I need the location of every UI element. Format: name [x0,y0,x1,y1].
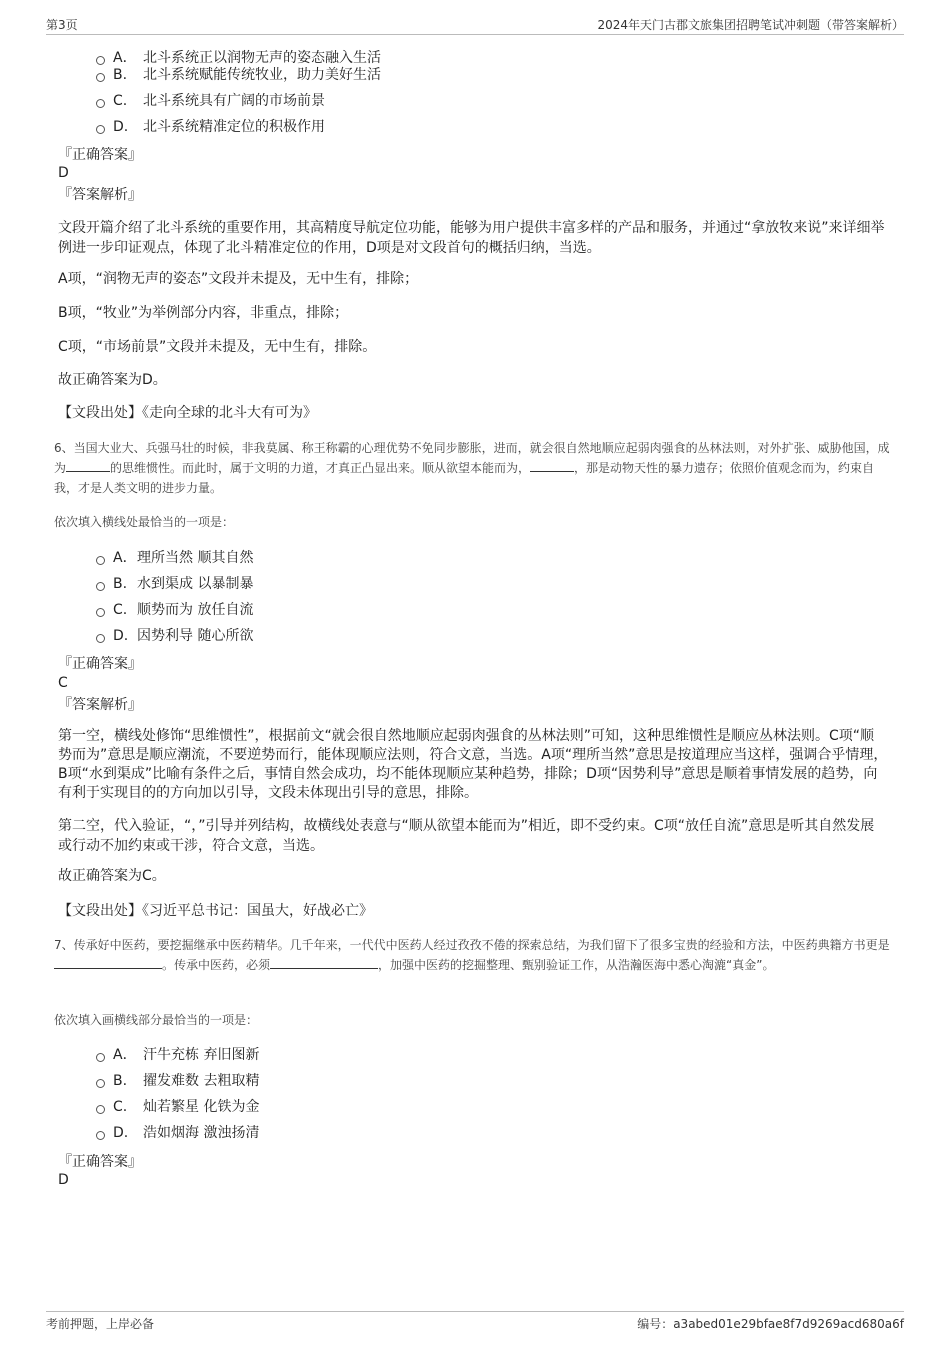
q6-analysis-1: 第一空，横线处修饰“思维惯性”，根据前文“就会很自然地顺应起弱肉强食的丛林法则”可知，这种思维惯性是顺应丛林法则。C项“顺势而为”意思是顺应潮流，不要逆势而行，能体现顺应法则，符合文意，当选。A项“理所当然”意思是按道理应当这样，强调合乎情理，B项“水到渠成”比喻有条件之后，事情自然会成功，均不能体现顺应某种趋势，排除；D项“因势利导”意思是顺着事情发展的趋势，向有利于实现目的的方向加以引导，文段未体现出引导的意思，排除。 [58,728,888,801]
q7-answer: D [58,1172,69,1188]
q5-answer: D [58,165,69,181]
q6-analysis-label: 『答案解析』 [58,697,142,713]
q5-option-c[interactable]: C. 北斗系统具有广阔的市场前景 [96,92,325,110]
blank-line [270,956,378,969]
q5-analysis-1: 文段开篇介绍了北斗系统的重要作用，其高精度导航定位功能，能够为用户提供丰富多样的产品和服务，并通过“拿放牧来说”来详细举例进一步印证观点，体现了北斗精准定位的作用，D项是对文段首句的概括归纳，当选。 [58,220,885,256]
q5-analysis-5: 故正确答案为D。 [58,372,167,388]
radio-icon[interactable] [96,56,105,65]
q5-option-a[interactable]: A． 北斗系统正以润物无声的姿态融入生活 [96,49,381,67]
q5-analysis-2: A项，“润物无声的姿态”文段并未提及，无中生有，排除； [58,271,419,287]
radio-icon[interactable] [96,634,105,643]
q5-option-d[interactable]: D. 北斗系统精准定位的积极作用 [96,118,325,136]
q7-option-b[interactable]: B. 擢发难数 去粗取精 [96,1072,259,1090]
page-header [46,14,904,35]
radio-icon[interactable] [96,1053,105,1062]
page-number: 第3页 [46,18,78,32]
radio-icon[interactable] [96,73,105,82]
q7-option-c[interactable]: C. 灿若繁星 化铁为金 [96,1098,259,1116]
radio-icon[interactable] [96,1079,105,1088]
q5-analysis-3: B项，“牧业”为举例部分内容，非重点，排除； [58,305,349,321]
blank-line [530,459,574,472]
q6-answer-label: 『正确答案』 [58,656,142,672]
radio-icon[interactable] [96,582,105,591]
q5-analysis-4: C项，“市场前景”文段并未提及，无中生有，排除。 [58,339,377,355]
footer-slogan: 考前押题，上岸必备 [46,1317,155,1331]
q7-stem: 7、传承好中医药，要挖掘继承中医药精华。几千年来，一代代中医药人经过孜孜不倦的探索总结，为我们留下了很多宝贵的经验和方法，中医药典籍方书更是。传承中医药，必须 ，加强中医药的挖掘整理、甄别验证工作，从浩瀚医海中悉心淘漉“真金”。 [54,938,890,972]
blank-line [54,956,162,969]
q7-prompt: 依次填入画横线部分最恰当的一项是： [54,1013,259,1027]
document-id: 编号：a3abed01e29bfae8f7d9269acd680a6f [637,1317,904,1331]
q6-stem: 6、当国大业大、兵强马壮的时候，非我莫属、称王称霸的心理优势不免同步膨胀，进而，就会很自然地顺应起弱肉强食的丛林法则，对外扩张、威胁他国，成为 的思维惯性。而此时，属于文明的力道，才真正凸显出来。顺从欲望本能而为， ，那是动物天性的暴力遗存；依照价值观念而为，约束自我，才是人类文明的进步力量。 [54,441,890,495]
q6-option-d[interactable]: D. 因势利导 随心所欲 [96,627,253,645]
q6-prompt: 依次填入横线处最恰当的一项是： [54,515,235,529]
radio-icon[interactable] [96,125,105,134]
page-footer [46,1311,904,1336]
q5-source: 【文段出处】《走向全球的北斗大有可为》 [58,405,317,421]
radio-icon[interactable] [96,608,105,617]
q6-option-a[interactable]: A．理所当然 顺其自然 [96,549,253,567]
radio-icon[interactable] [96,99,105,108]
q6-answer: C [58,675,68,691]
q5-analysis-label: 『答案解析』 [58,187,142,203]
q6-source: 【文段出处】《习近平总书记：国虽大，好战必亡》 [58,903,373,919]
q7-option-d[interactable]: D. 浩如烟海 激浊扬清 [96,1124,259,1142]
blank-line [66,459,110,472]
q5-answer-label: 『正确答案』 [58,147,142,163]
radio-icon[interactable] [96,1105,105,1114]
q6-option-c[interactable]: C. 顺势而为 放任自流 [96,601,253,619]
q7-option-a[interactable]: A． 汗牛充栋 弃旧图新 [96,1046,259,1064]
document-title: 2024年天门古郡文旅集团招聘笔试冲刺题（带答案解析） [597,18,904,32]
q6-analysis-2: 第二空，代入验证，“，”引导并列结构，故横线处表意与“顺从欲望本能而为”相近，即不受约束。C项“放任自流”意思是听其自然发展或行动不加约束或干涉，符合文意，当选。 [58,818,875,854]
q7-answer-label: 『正确答案』 [58,1154,142,1170]
radio-icon[interactable] [96,1131,105,1140]
q6-analysis-3: 故正确答案为C。 [58,868,166,884]
q6-option-b[interactable]: B. 水到渠成 以暴制暴 [96,575,253,593]
q5-option-b[interactable]: B. 北斗系统赋能传统牧业，助力美好生活 [96,66,381,84]
radio-icon[interactable] [96,556,105,565]
